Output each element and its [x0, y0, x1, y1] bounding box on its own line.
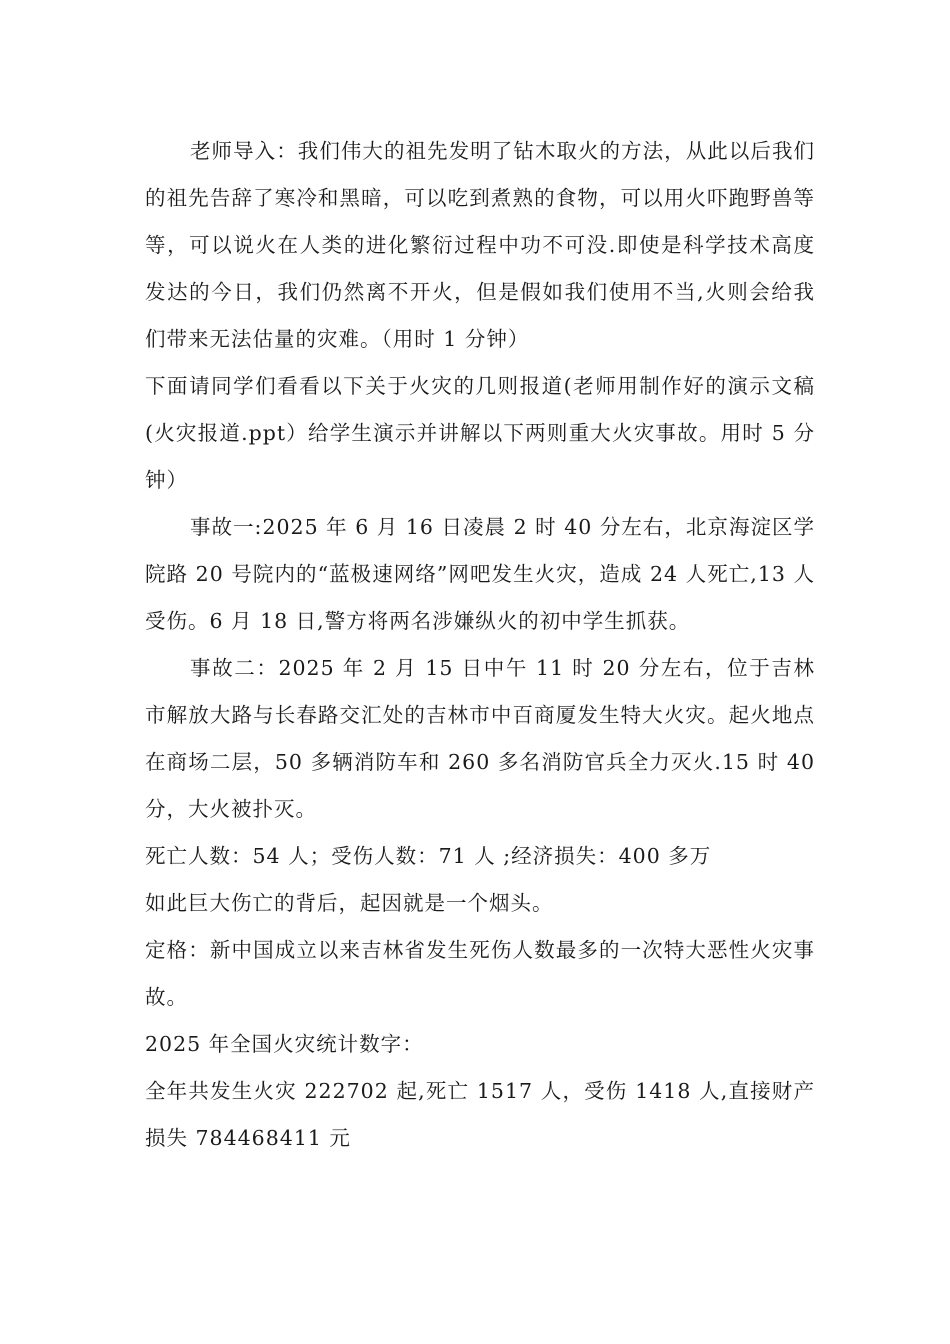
- paragraph-verdict: 定格：新中国成立以来吉林省发生死伤人数最多的一次特大恶性火灾事故。: [145, 938, 815, 1009]
- paragraph-report-intro: 下面请同学们看看以下关于火灾的几则报道(老师用制作好的演示文稿(火灾报道.ppt）给学生演示并讲解以下两则重大火灾事故。用时 5 分钟）: [145, 374, 815, 492]
- paragraph-cause: 如此巨大伤亡的背后，起因就是一个烟头。: [145, 891, 554, 915]
- paragraph-national-stats-heading: 2025 年全国火灾统计数字：: [145, 1032, 424, 1056]
- paragraph-national-stats: 全年共发生火灾 222702 起,死亡 1517 人，受伤 1418 人,直接财产损失 784468411 元: [145, 1079, 815, 1150]
- paragraph-accident-two: 事故二：2025 年 2 月 15 日中午 11 时 20 分左右，位于吉林市解放大路与长春路交汇处的吉林市中百商厦发生特大火灾。起火地点在商场二层，50 多辆消防车和 260 多名消防官兵全力灭火.15 时 40 分，大火被扑灭。: [145, 656, 815, 821]
- paragraph-teacher-intro: 老师导入：我们伟大的祖先发明了钻木取火的方法，从此以后我们的祖先告辞了寒冷和黑暗，可以吃到煮熟的食物，可以用火吓跑野兽等等，可以说火在人类的进化繁衍过程中功不可没.即使是科学技术高度发达的今日，我们仍然离不开火，但是假如我们使用不当,火则会给我们带来无法估量的灾难。（用时 1 分钟）: [145, 139, 815, 351]
- paragraph-accident-one: 事故一:2025 年 6 月 16 日凌晨 2 时 40 分左右，北京海淀区学院路 20 号院内的“蓝极速网络”网吧发生火灾，造成 24 人死亡,13 人受伤。6 月 18 日,警方将两名涉嫌纵火的初中学生抓获。: [145, 515, 815, 633]
- document-body: [145, 128, 815, 1162]
- paragraph-casualty-stats: 死亡人数：54 人；受伤人数：71 人 ;经济损失：400 多万: [145, 844, 712, 868]
